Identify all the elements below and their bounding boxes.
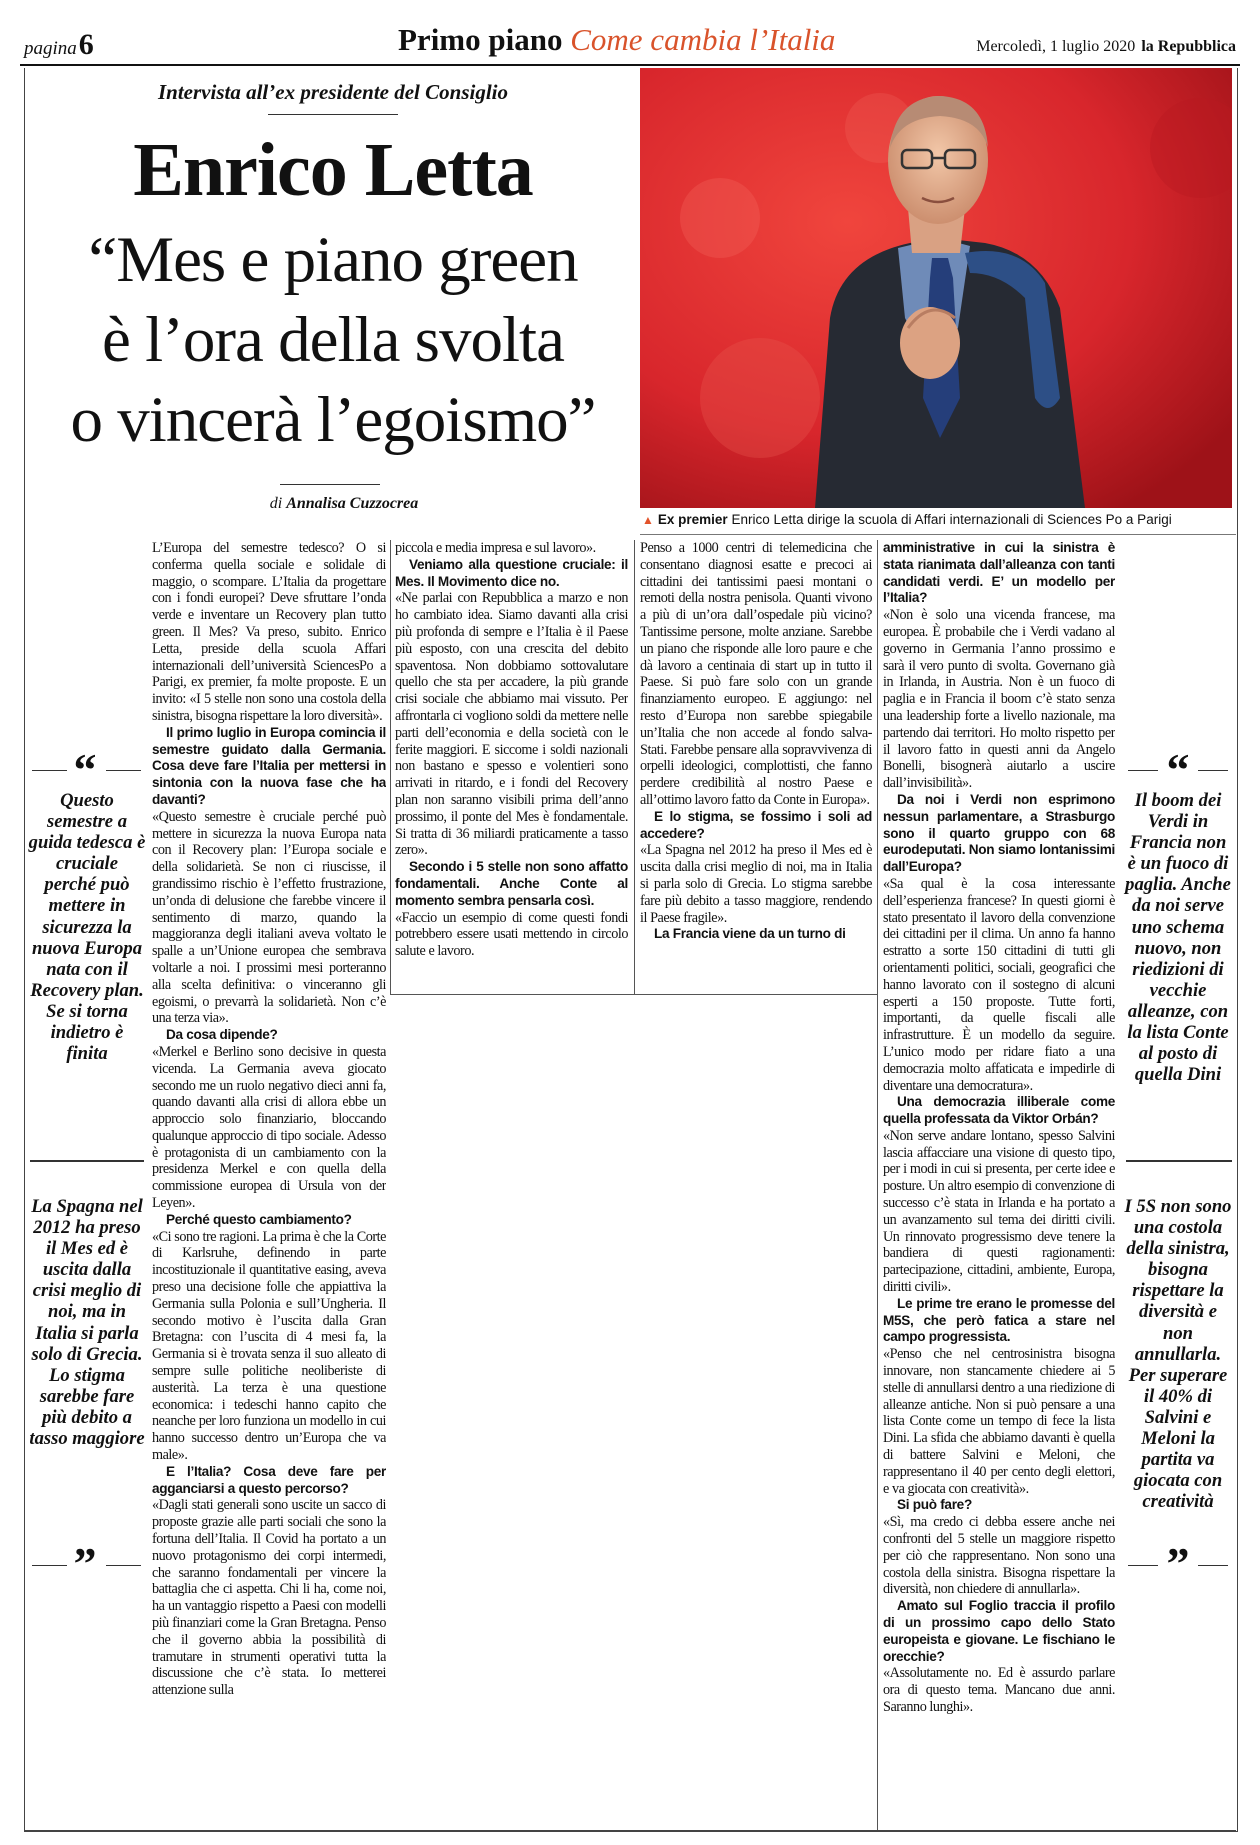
article-photo	[640, 68, 1232, 508]
pull-quote-right-bottom: I 5S non sono una costola della sinistra, bisogna rispettare la diversità e non annullarla. Per superare il 40% di Salvini e Meloni la partita va giocata con creatività	[1124, 1196, 1232, 1513]
answer-paragraph: «Sì, ma credo ci debba essere anche nei confronti del 5 stelle un maggiore rispetto per ciò che rappresentano. Non sono una costola della sinistra. Bisogna rispettare la diversità, non chiedere di annullarla».	[883, 1514, 1115, 1598]
close-quote-icon: ”	[73, 1538, 97, 1589]
question-paragraph: Si può fare?	[897, 1497, 972, 1513]
header-rule	[20, 64, 1240, 66]
answer-paragraph: «Sa qual è la cosa interessante dell’esperienza francese? In questi giorni è stato presentato il lavoro della convenzione dei cittadini per il clima. Un anno fa hanno estratto a sorte 150 cittadini di tutti gli orientamenti politici, sociali, geografici che hanno lavorato con il sostegno di alcuni esperti a 150 proposte. Tutte forti, importanti, da quelle fiscali alle infrastrutture. È un modello da seguire. L’unico modo per ridare fiato a una democrazia molto affaticata e impedirle di diventare una democratura».	[883, 875, 1115, 1094]
answer-paragraph: «Non serve andare lontano, spesso Salvini lascia affacciare una visione di questo tipo, per i modi in cui si presenta, per certe idee e posture. Un altro esempio di convenzione di successo c’è stata in Irlanda e ha portato a un avanzamento sul tema dei diritti civili. Un rinnovato progressismo deve tenere la bandiera di questi ragionamenti: partecipazione, cittadini, ambiente, Europa, diritti civili».	[883, 1127, 1115, 1296]
open-quote-icon: “	[73, 744, 97, 795]
question-paragraph: Una democrazia illiberale come quella professata da Viktor Orbán?	[883, 1094, 1115, 1127]
byline-rule	[280, 484, 380, 485]
question-paragraph: Secondo i 5 stelle non sono affatto fondamentali. Anche Conte al momento sembra pensarla così.	[395, 859, 628, 908]
answer-paragraph: «Assolutamente no. Ed è assurdo parlare ora di questo tema. Mancano due anni. Saranno lunghi».	[883, 1665, 1115, 1715]
column-rule	[877, 540, 878, 1830]
close-quote-icon: ”	[1166, 1538, 1190, 1589]
text-column-2	[395, 540, 628, 995]
question-paragraph: Veniamo alla questione cruciale: il Mes. Il Movimento dice no.	[395, 556, 628, 589]
bottom-rule	[24, 1830, 1236, 1831]
answer-paragraph: «Ne parlai con Repubblica a marzo e non ho cambiato idea. Siamo davanti alla crisi più profonda di sempre e l’Italia è il Paese più esposto, con una crescita del debito spaventosa. Non dobbiamo sottovalutare quello che sta per accadere, la più grande crisi sociale che abbiamo mai vissuto. Per affrontarla ci vogliono soldi da mettere nelle parti dell’economia e della società con le ferite maggiori. E siccome i soldi nazionali non bastano e spesso e volentieri sono arrivati in ritardo, e i fondi del Recovery plan non saranno visibili prima dell’anno prossimo, il ponte del Mes è fondamentale. Si tratta di 36 miliardi praticamente a tasso zero».	[395, 590, 628, 859]
question-paragraph: Amato sul Foglio traccia il profilo di un prossimo capo dello Stato europeista e giovane. Le fischiano le orecchie?	[883, 1598, 1115, 1664]
headline-line: è l’ora della svolta	[102, 304, 564, 376]
column-rule	[634, 540, 635, 995]
question-paragraph: Perché questo cambiamento?	[166, 1211, 352, 1227]
answer-paragraph: «Non è solo una vicenda francese, ma europea. È probabile che i Verdi vadano al governo in Germania l’anno prossimo e sarà il vero punto di svolta. Governano già in Irlanda, in Austria. Non è un fuoco di paglia e in Francia il boom c’è stato senza una leadership forte a livello nazionale, ma partendo dai territori. Ho molto rispetto per il lavoro fatto in questi anni da Angelo Bonelli, bisognerà aiutarlo a uscire dall’invisibilità».	[883, 607, 1115, 792]
question-paragraph: La Francia viene da un turno di	[654, 926, 846, 942]
pull-quote-separator	[30, 1160, 144, 1162]
caption-text: Enrico Letta dirige la scuola di Affari internazionali di Sciences Po a Parigi	[731, 512, 1172, 527]
question-paragraph: Da noi i Verdi non esprimono nessun parlamentare, a Strasburgo sono il quarto gruppo con 68 eurodeputati. Non siamo lontanissimi dall’Europa?	[883, 791, 1115, 875]
pull-quote-left-bottom: La Spagna nel 2012 ha preso il Mes ed è uscita dalla crisi meglio di noi, ma in Italia si parla solo di Grecia. Lo stigma sarebbe fare più debito a tasso maggiore	[29, 1196, 145, 1450]
portrait-illustration	[640, 68, 1232, 508]
kicker-rule	[268, 114, 398, 115]
open-quote-icon: “	[1166, 744, 1190, 795]
question-paragraph: Il primo luglio in Europa comincia il semestre guidato dalla Germania. Cosa deve fare l’Italia per mettersi in sintonia con la nuova fase che ha davanti?	[152, 724, 386, 807]
column-rule	[390, 540, 391, 995]
byline-author: Annalisa Cuzzocrea	[286, 495, 419, 512]
answer-paragraph: «Faccio un esempio di come questi fondi potrebbero essere usati mettendo in circolo salute e lavoro.	[395, 909, 628, 960]
byline-prefix: di	[269, 495, 283, 512]
caption-label: Ex premier	[657, 512, 728, 527]
answer-paragraph: «Dagli stati generali sono uscite un sacco di proposte grazie alle parti sociali che sono la fortuna dell’Italia. Il Covid ha portato a un nuovo protagonismo dei corpi intermedi, che saranno fondamentali per vincere la battaglia che ci aspetta. Chi li ha, come noi, ha un vantaggio rispetto a Paesi con modelli più finanziari come la Gran Bretagna. Penso che il governo abbia la possibilità di tramutare in strumenti operativi tutta la discussione che c’è stata. Io metterei attenzione sulla	[152, 1497, 386, 1699]
answer-paragraph: «La Spagna nel 2012 ha preso il Mes ed è uscita dalla crisi meglio di noi, ma in Italia si parla solo di Grecia. Lo stigma sarebbe fare più debito a tasso maggiore, rendendo il Paese fragile».	[640, 842, 872, 926]
question-paragraph: amministrative in cui la sinistra è stata rianimata dall’alleanza con tanti candidati verdi. E’ un modello per l’Italia?	[883, 540, 1115, 606]
section-title	[398, 22, 835, 58]
quote-rule	[106, 770, 141, 771]
kicker: Intervista all’ex presidente del Consiglio	[158, 80, 508, 104]
headline-line: o vincerà l’egoismo”	[70, 384, 596, 456]
text-column-3	[640, 540, 872, 995]
page-label: pagina	[24, 38, 77, 59]
issue-date	[976, 38, 1236, 56]
answer-paragraph: «Ci sono tre ragioni. La prima è che la Corte di Karlsruhe, definendo in parte incostituzionale il quantitative easing, aveva preso una decisione folle che appiattiva la Germania sulla Polonia e sull’Ungheria. Il secondo motivo è l’uscita dalla Gran Bretagna: con l’uscita di 4 mesi fa, la Germania si è trovata senza il suo alleato di sempre sulle politiche neoliberiste di austerità. La terza è una questione economica: i tedeschi hanno capito che neanche per loro funziona un modello in cui hanno successo dentro un’Europa che va male».	[152, 1228, 386, 1464]
answer-paragraph: «Merkel e Berlino sono decisive in questa vicenda. La Germania aveva giocato secondo me un ruolo negativo dieci anni fa, quando davanti alla crisi di allora ebbe un approccio solo finanziario, bloccando qualunque approccio di tipo sociale. Adesso è protagonista di un cambiamento con la presidenza Merkel e con quella della commissione europea di Ursula von der Leyen».	[152, 1043, 386, 1212]
page-number-value: 6	[78, 28, 94, 61]
answer-paragraph: piccola e media impresa e sul lavoro».	[395, 540, 596, 556]
pull-quote-separator	[1126, 1160, 1232, 1162]
question-paragraph: Da cosa dipende?	[166, 1027, 278, 1043]
headline	[24, 220, 642, 460]
question-paragraph: E l’Italia? Cosa deve fare per agganciarsi a questo percorso?	[152, 1463, 386, 1496]
pull-quote-right-top: Il boom dei Verdi in Francia non è un fuoco di paglia. Anche da noi serve uno schema nuovo, non riedizioni di vecchie alleanze, con la lista Conte al posto di quella Dini	[1125, 790, 1231, 1086]
byline	[24, 495, 664, 513]
pull-quote-left-top: Questo semestre a guida tedesca è cruciale perché può mettere in sicurezza la nuova Europa nata con il Recovery plan. Se si torna indietro è finita	[28, 790, 146, 1065]
caption-rule	[640, 534, 1236, 535]
question-paragraph: Le prime tre erano le promesse del M5S, che però fatica a stare nel campo progressista.	[883, 1295, 1115, 1345]
quote-rule	[106, 1565, 141, 1566]
headline-line: “Mes e piano green	[88, 224, 578, 296]
masthead: la Repubblica	[1141, 38, 1236, 55]
section-name: Primo piano	[398, 22, 563, 57]
text-column-1	[152, 540, 386, 1825]
caption-triangle-icon: ▲	[642, 513, 654, 527]
text-column-4	[883, 540, 1115, 1825]
interviewee-name: Enrico Letta	[133, 128, 533, 212]
answer-paragraph: «Questo semestre è cruciale perché può mettere in sicurezza la nuova Europa nata con il Recovery plan: l’Europa sociale e della solidarietà. Se non ci riuscisse, il grandissimo rischio è l’effetto frustrazione, un’onda di delusione che farebbe vincere il sentimento di marzo, quando la maggioranza degli italiani aveva voltato le spalle a un’Unione europea che sembrava voltarle a noi. I prossimi mesi porteranno alla scelta definitiva: o vinceranno gli egoismi, o prevarrà la solidarietà. Non c’è una terza via».	[152, 808, 386, 1027]
answer-paragraph: «Penso che nel centrosinistra bisogna innovare, non stancamente chiedere ai 5 stelle di annullarsi dentro a una riedizione di alleanze antiche. Non si può pensare a una lista Conte come un tempo di fece la lista Dini. La sfida che abbiamo davanti è quella di battere Salvini e Meloni, che rappresentano il 40 per cento degli elettori, e va giocata con creatività».	[883, 1346, 1115, 1497]
question-paragraph: E lo stigma, se fossimo i soli ad accedere?	[640, 808, 872, 841]
date-text: Mercoledì, 1 luglio 2020	[976, 38, 1136, 55]
photo-caption	[642, 512, 1242, 527]
answer-paragraph: Penso a 1000 centri di telemedicina che consentano diagnosi esatte e precoci ai cittadini dei tantissimi paesi montani o remoti della nostra penisola. Quanti vivono a più di un’ora dall’ospedale più vicino? Tantissime persone, molte anziane. Sarebbe un piano che risponde alle loro paure e che dà lavoro a centinaia di start up in tutto il Paese. Si può fare solo con un grande finanziamento europeo. E aggiungo: nel resto d’Europa non sarebbe spiegabile un’Italia che non accede al fondo salva-Stati. Farebbe pensare alla sopravvivenza di orpelli ideologici, complottisti, che fanno perdere credibilità al nostro Paese e all’ottimo lavoro fatto da Conte in Europa».	[640, 540, 872, 808]
section-subtitle: Come cambia l’Italia	[570, 22, 836, 57]
page-number	[24, 28, 94, 62]
answer-paragraph: L’Europa del semestre tedesco? O si conferma quella sociale e solidale di maggio, o scompare. L’Italia da progettare con i fondi europei? Deve sfruttare l’onda verde e inventare un Recovery plan tutto green. Il Mes? Va preso, subito. Enrico Letta, preside della scuola Affari internazionali dell’università SciencesPo a Parigi, ex premier, fa molte proposte. E un invito: «I 5 stelle non sono una costola della sinistra, bisogna rispettare la loro diversità».	[152, 540, 386, 724]
